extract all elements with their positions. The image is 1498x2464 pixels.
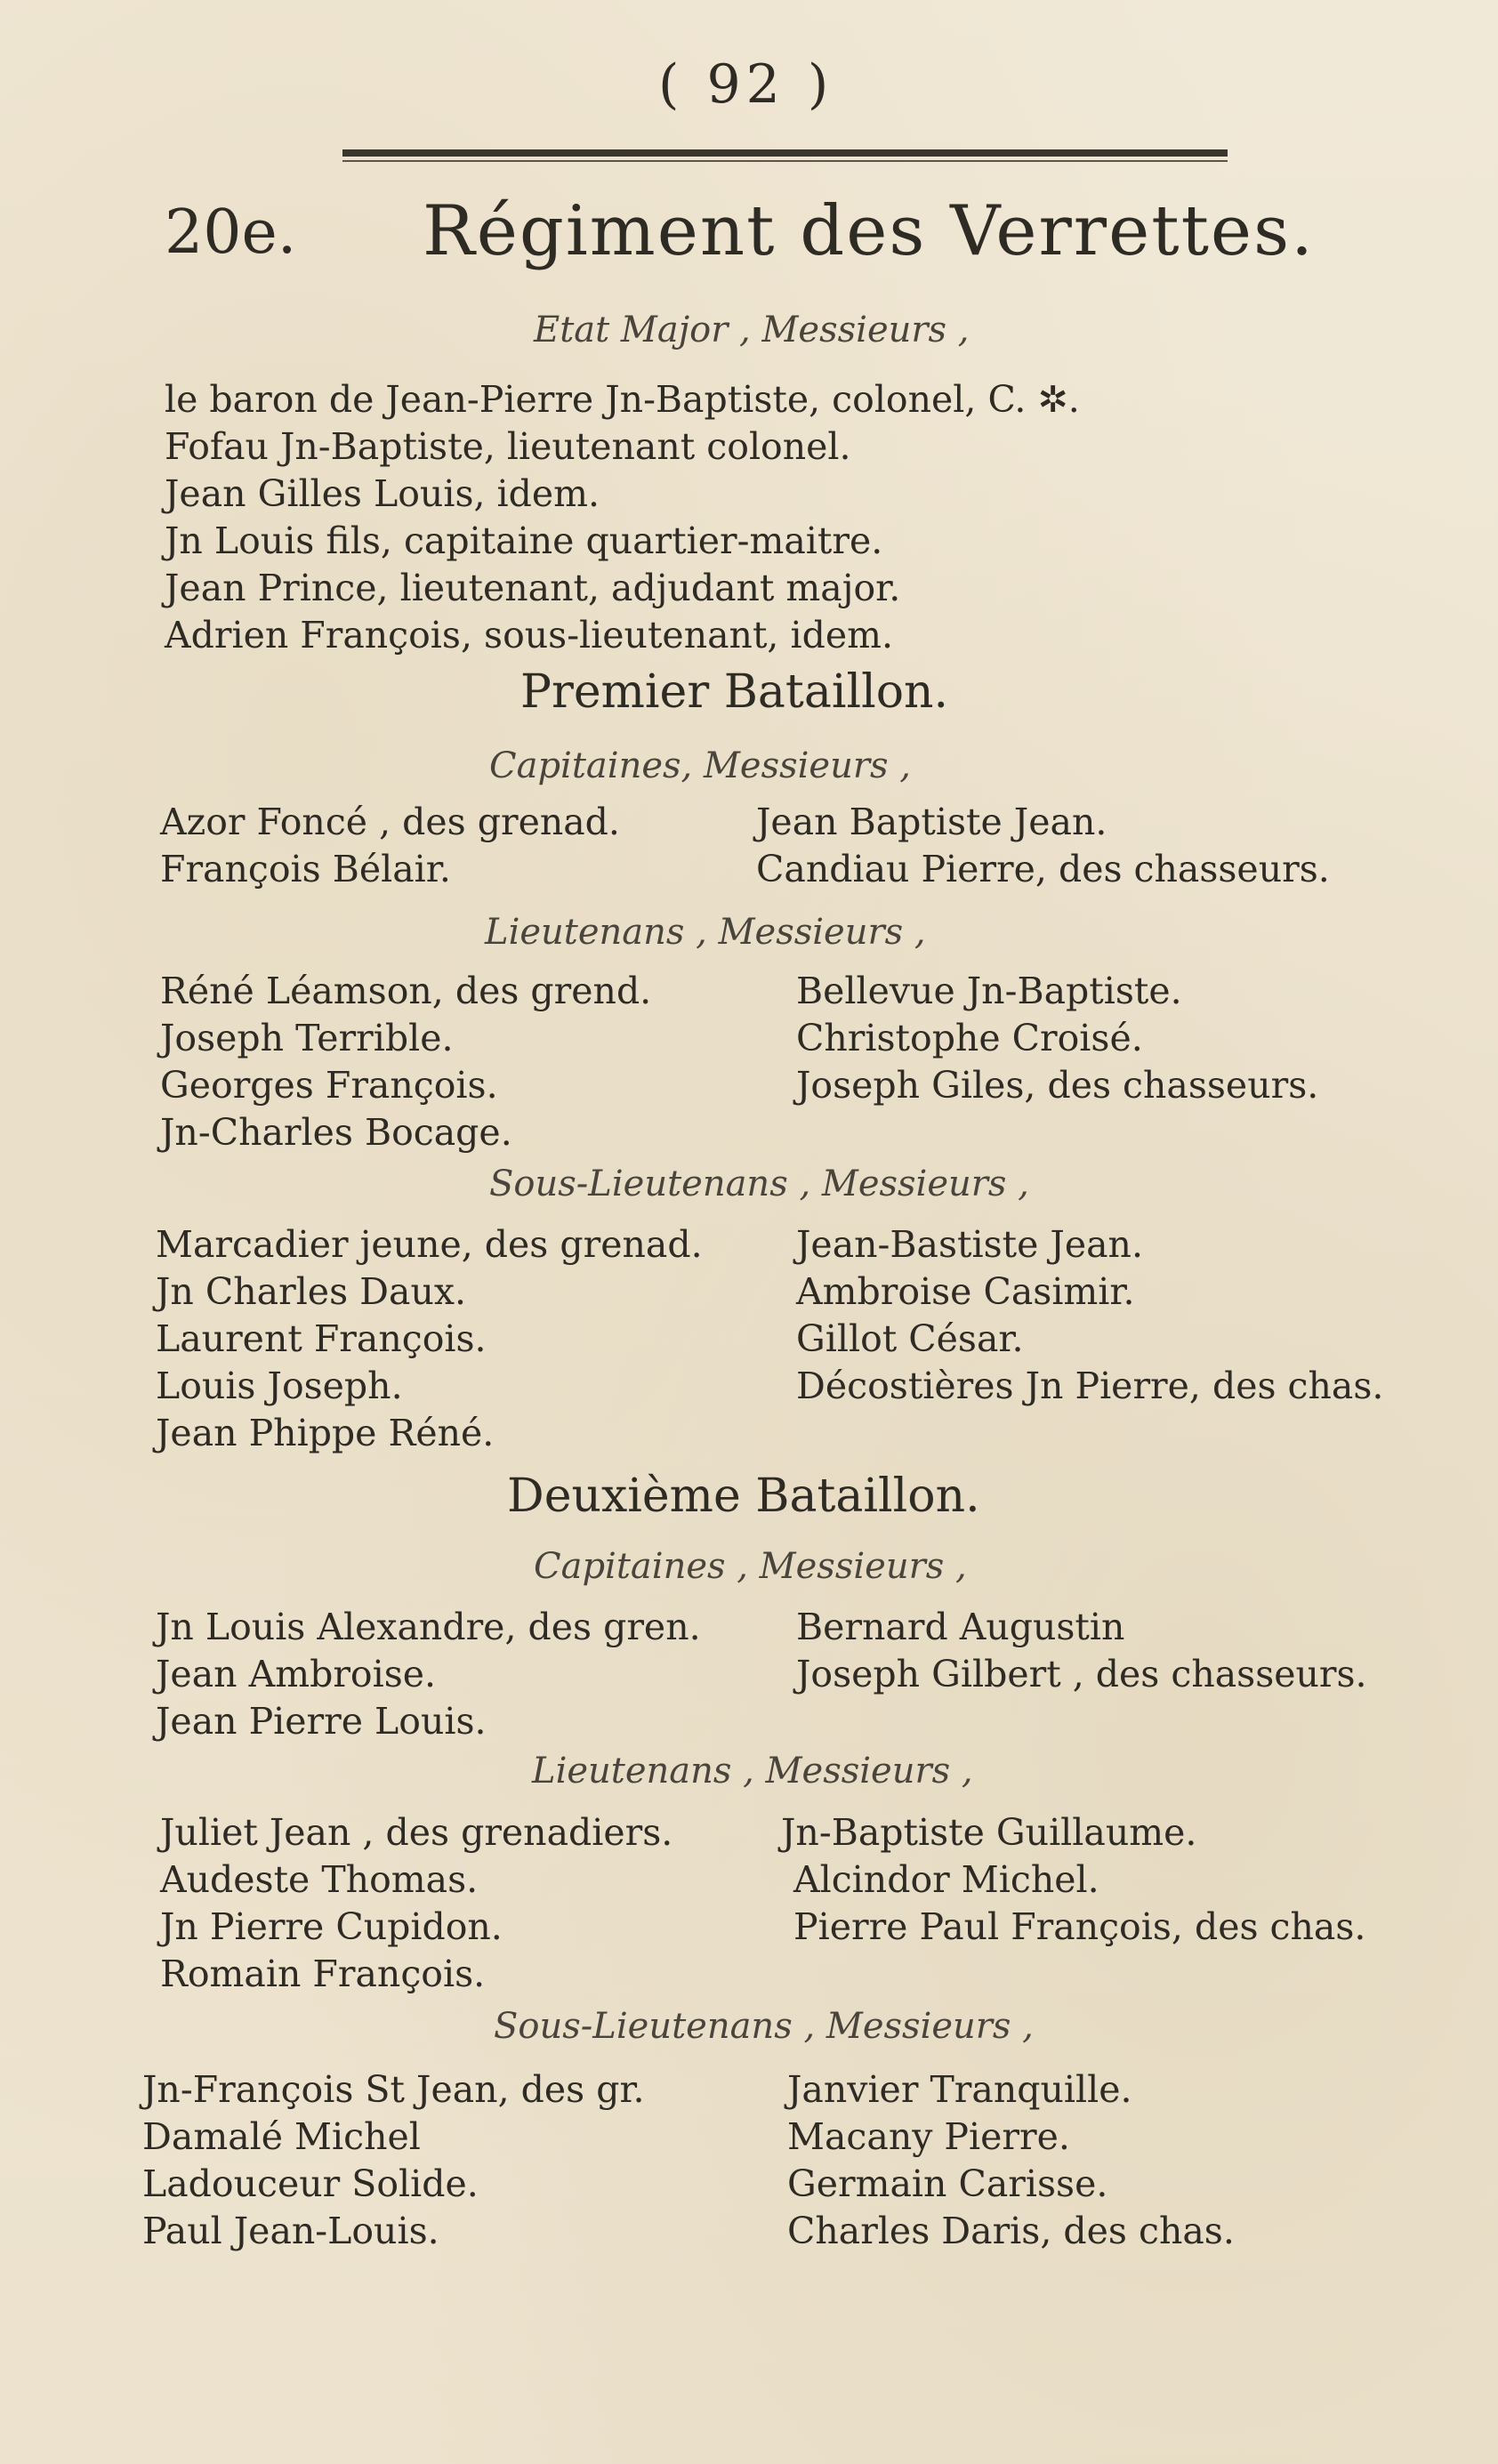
sous-lieutenans-heading: Sous-Lieutenans , Messieurs , bbox=[494, 2006, 1034, 2047]
sous-lieutenant-right: Jean-Bastiste Jean. bbox=[796, 1223, 1144, 1266]
deuxieme-bataillon-title: Deuxième Bataillon. bbox=[507, 1470, 980, 1523]
lieutenant-left: Romain François. bbox=[160, 1953, 486, 1995]
sous-lieutenant-left: Jean Phippe Réné. bbox=[156, 1412, 495, 1454]
sous-lieutenant-right: Gillot César. bbox=[796, 1317, 1024, 1360]
sous-lieutenant-left: Damalé Michel bbox=[142, 2115, 421, 2158]
etat-major-line: Jean Prince, lieutenant, adjudant major. bbox=[165, 567, 901, 609]
lieutenant-right: Jn-Baptiste Guillaume. bbox=[781, 1811, 1197, 1854]
lieutenant-left: Réné Léamson, des grend. bbox=[160, 970, 652, 1012]
capitaine-left: Jean Pierre Louis. bbox=[156, 1700, 487, 1743]
capitaine-right: Bernard Augustin bbox=[796, 1606, 1125, 1648]
lieutenant-right: Christophe Croisé. bbox=[796, 1017, 1143, 1059]
page-number: ( 92 ) bbox=[658, 53, 834, 116]
lieutenant-right: Bellevue Jn-Baptiste. bbox=[796, 970, 1182, 1012]
lieutenant-right: Alcindor Michel. bbox=[793, 1858, 1099, 1901]
lieutenant-right: Pierre Paul François, des chas. bbox=[793, 1905, 1366, 1948]
header-rule-thin bbox=[342, 160, 1228, 162]
sous-lieutenant-left: Jn Charles Daux. bbox=[156, 1270, 467, 1313]
capitaine-left: François Bélair. bbox=[160, 848, 451, 890]
lieutenant-left: Jn-Charles Bocage. bbox=[160, 1111, 512, 1154]
lieutenans-heading: Lieutenans , Messieurs , bbox=[532, 1751, 973, 1792]
regiment-title: Régiment des Verrettes. bbox=[423, 191, 1315, 271]
sous-lieutenant-left: Ladouceur Solide. bbox=[142, 2162, 479, 2205]
etat-major-heading: Etat Major , Messieurs , bbox=[534, 310, 970, 350]
lieutenant-left: Juliet Jean , des grenadiers. bbox=[160, 1811, 673, 1854]
etat-major-line: Jn Louis fils, capitaine quartier-maitre. bbox=[165, 519, 883, 562]
lieutenans-heading: Lieutenans , Messieurs , bbox=[485, 912, 926, 953]
capitaine-left: Jean Ambroise. bbox=[156, 1653, 437, 1695]
regiment-number: 20e. bbox=[165, 197, 297, 268]
etat-major-line: Adrien François, sous-lieutenant, idem. bbox=[165, 614, 894, 656]
lieutenant-left: Georges François. bbox=[160, 1064, 498, 1107]
etat-major-line: Fofau Jn-Baptiste, lieutenant colonel. bbox=[165, 425, 851, 468]
sous-lieutenant-left: Jn-François St Jean, des gr. bbox=[142, 2068, 645, 2111]
sous-lieutenant-left: Marcadier jeune, des grenad. bbox=[156, 1223, 703, 1266]
sous-lieutenant-right: Décostières Jn Pierre, des chas. bbox=[796, 1365, 1384, 1407]
etat-major-line: Jean Gilles Louis, idem. bbox=[165, 472, 600, 515]
premier-bataillon-title: Premier Bataillon. bbox=[520, 665, 949, 719]
etat-major-line: le baron de Jean-Pierre Jn-Baptiste, colonel, C. ✲. bbox=[165, 378, 1080, 421]
lieutenant-left: Audeste Thomas. bbox=[160, 1858, 479, 1901]
sous-lieutenant-right: Janvier Tranquille. bbox=[787, 2068, 1132, 2111]
sous-lieutenant-left: Laurent François. bbox=[156, 1317, 487, 1360]
lieutenant-left: Jn Pierre Cupidon. bbox=[160, 1905, 503, 1948]
capitaine-right: Jean Baptiste Jean. bbox=[756, 801, 1107, 843]
header-rule bbox=[342, 149, 1228, 157]
sous-lieutenant-right: Macany Pierre. bbox=[787, 2115, 1070, 2158]
sous-lieutenant-left: Paul Jean-Louis. bbox=[142, 2210, 439, 2252]
capitaine-right: Joseph Gilbert , des chasseurs. bbox=[796, 1653, 1367, 1695]
sous-lieutenans-heading: Sous-Lieutenans , Messieurs , bbox=[489, 1164, 1029, 1204]
sous-lieutenant-right: Germain Carisse. bbox=[787, 2162, 1108, 2205]
sous-lieutenant-left: Louis Joseph. bbox=[156, 1365, 403, 1407]
capitaines-heading: Capitaines, Messieurs , bbox=[489, 745, 911, 786]
capitaines-heading: Capitaines , Messieurs , bbox=[534, 1546, 967, 1587]
lieutenant-left: Joseph Terrible. bbox=[160, 1017, 454, 1059]
capitaine-left: Azor Foncé , des grenad. bbox=[160, 801, 620, 843]
sous-lieutenant-right: Charles Daris, des chas. bbox=[787, 2210, 1235, 2252]
capitaine-right: Candiau Pierre, des chasseurs. bbox=[756, 848, 1330, 890]
capitaine-left: Jn Louis Alexandre, des gren. bbox=[156, 1606, 701, 1648]
lieutenant-right: Joseph Giles, des chasseurs. bbox=[796, 1064, 1319, 1107]
sous-lieutenant-right: Ambroise Casimir. bbox=[796, 1270, 1135, 1313]
